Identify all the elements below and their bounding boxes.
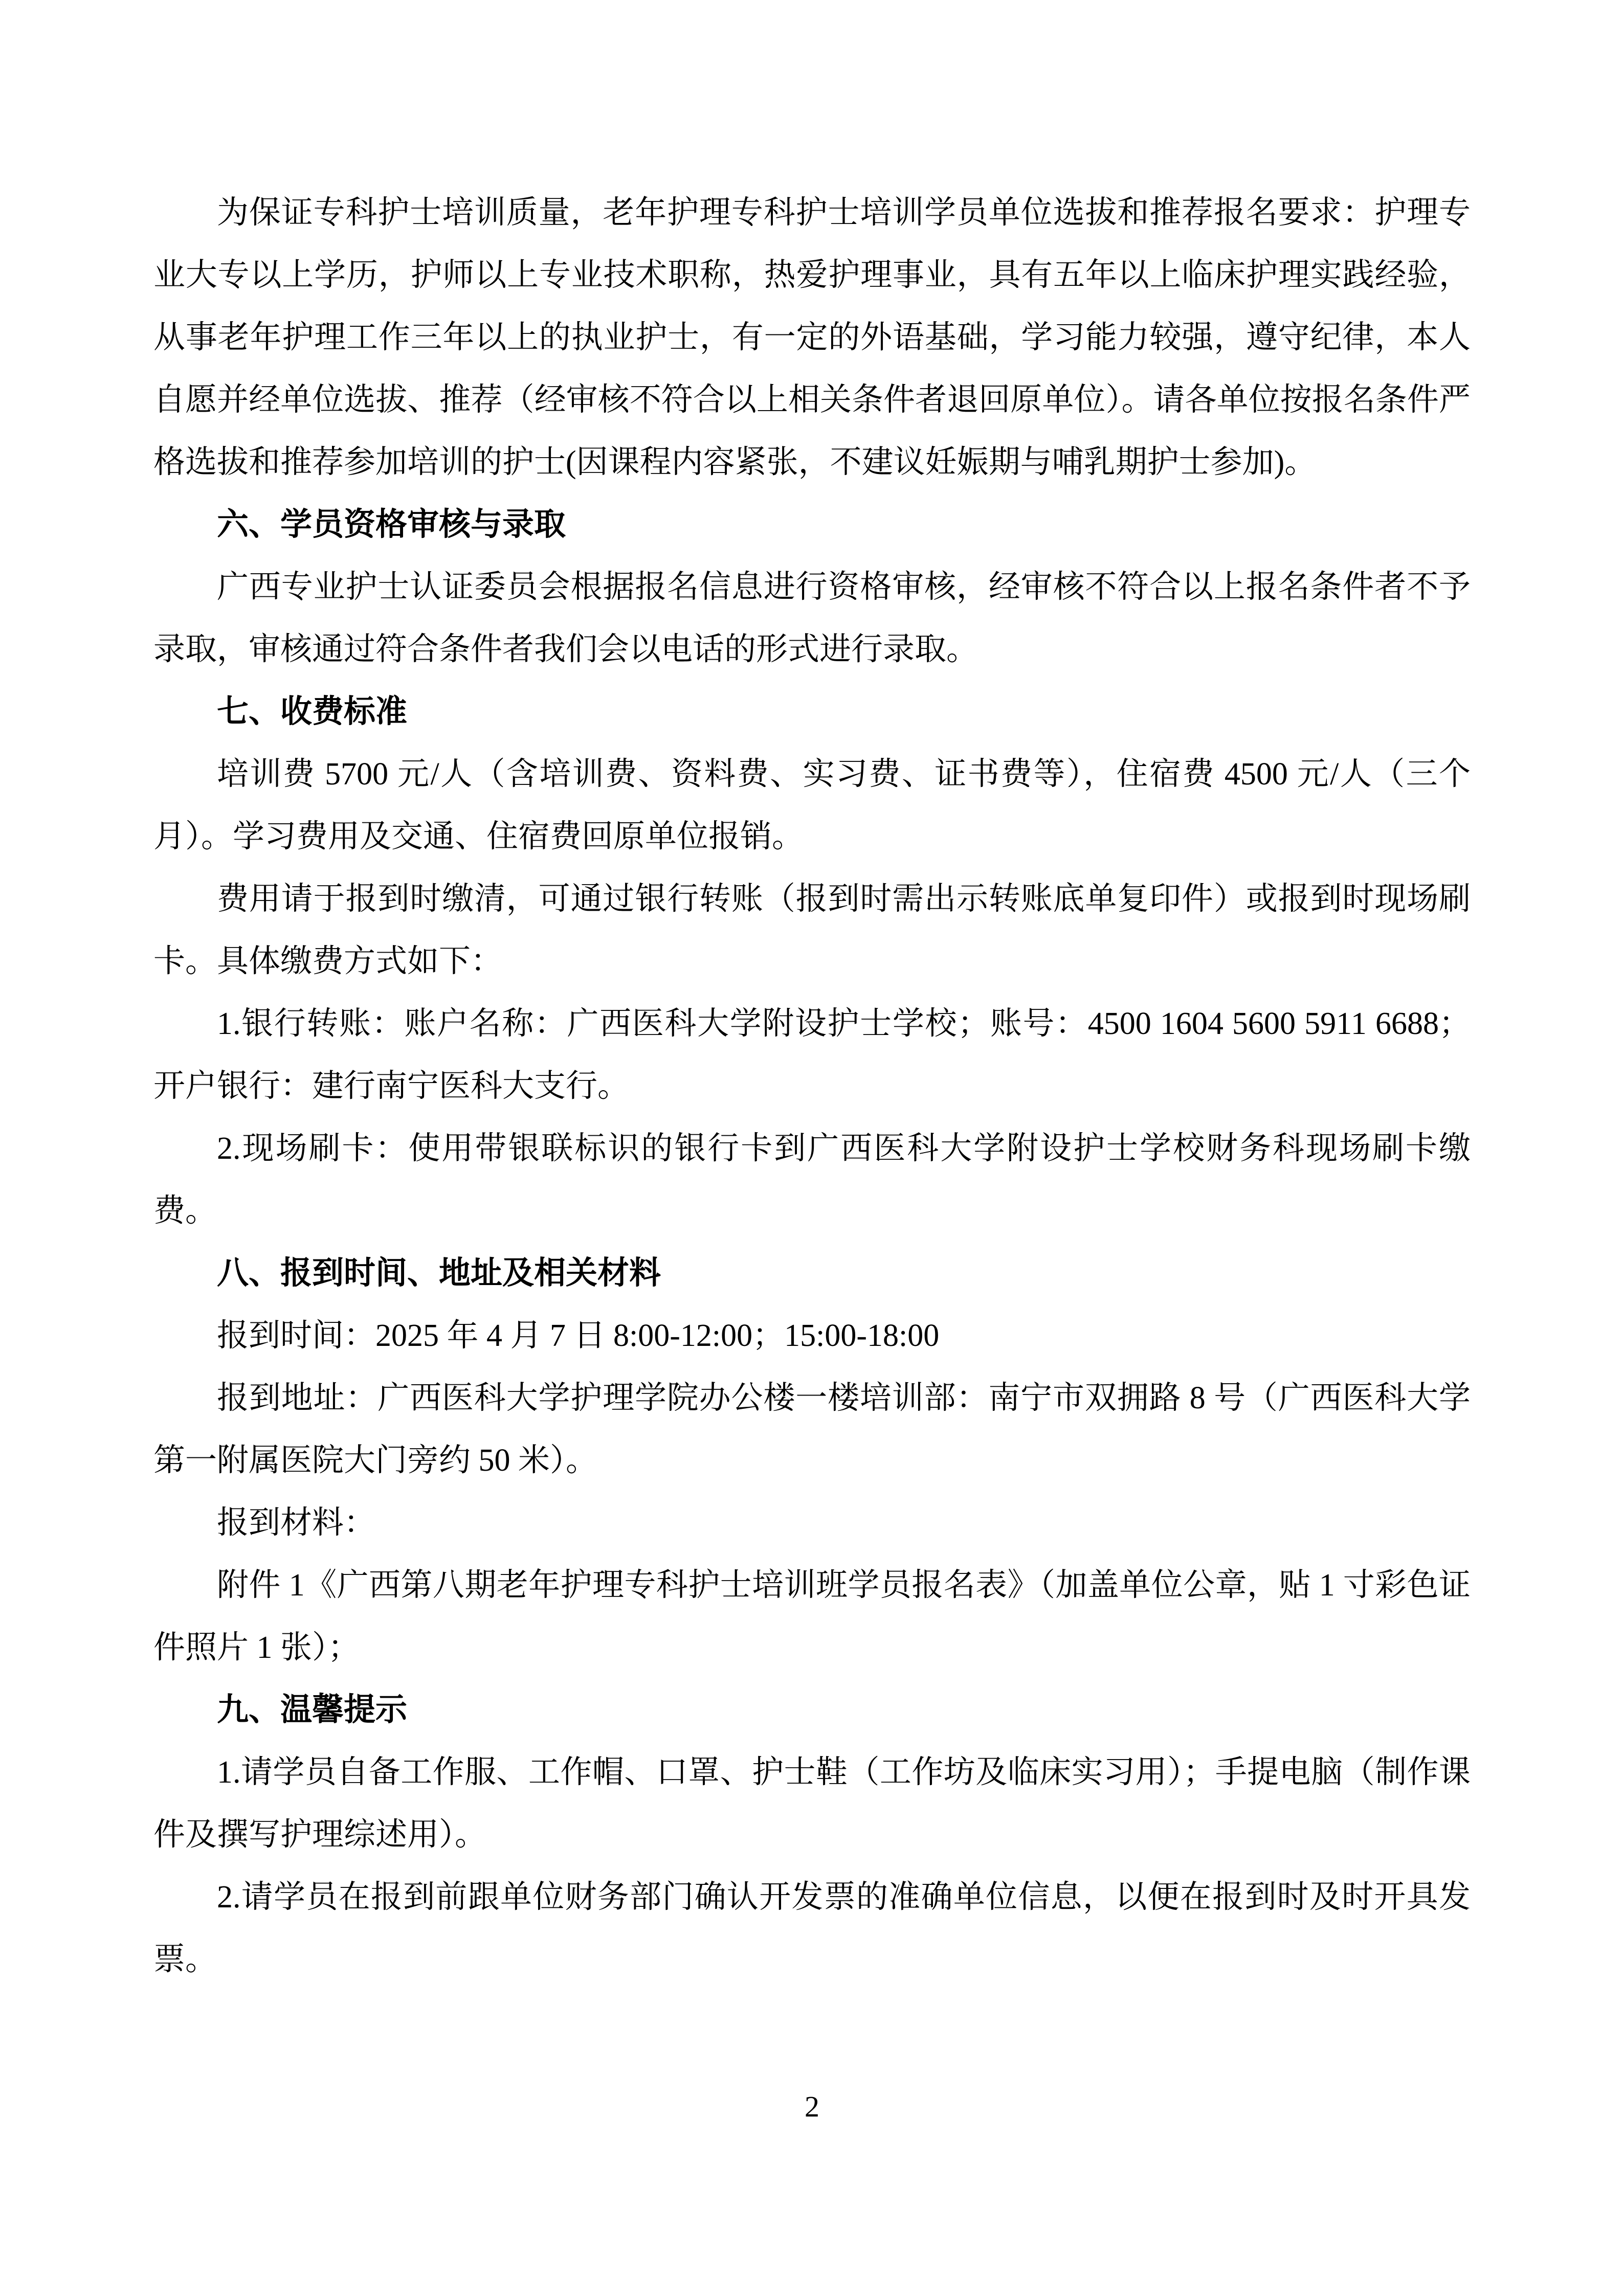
paragraph: 广西专业护士认证委员会根据报名信息进行资格审核，经审核不符合以上报名条件者不予录取，审核通过符合条件者我们会以电话的形式进行录取。: [153, 570, 1471, 667]
paragraph: 报到材料：: [217, 1505, 376, 1540]
paragraph: 费用请于报到时缴清，可通过银行转账（报到时需出示转账底单复印件）或报到时现场刷卡。具体缴费方式如下：: [153, 882, 1471, 979]
paragraph: 1.银行转账：账户名称：广西医科大学附设护士学校；账号：4500 1604 5600 5911 6688；开户银行：建行南宁医科大支行。: [153, 1006, 1471, 1104]
section-heading: 八、报到时间、地址及相关材料: [217, 1256, 661, 1291]
paragraph: 为保证专科护士培训质量，老年护理专科护士培训学员单位选拔和推荐报名要求：护理专业大专以上学历，护师以上专业技术职称，热爱护理事业，具有五年以上临床护理实践经验，从事老年护理工作三年以上的执业护士，有一定的外语基础，学习能力较强，遵守纪律，本人自愿并经单位选拔、推荐（经审核不符合以上相关条件者退回原单位）。请各单位按报名条件严格选拔和推荐参加培训的护士(因课程内容紧张，不建议妊娠期与哺乳期护士参加)。: [153, 195, 1471, 480]
section-heading: 七、收费标准: [217, 694, 408, 729]
page-number: 2: [805, 2090, 819, 2123]
paragraph: 1.请学员自备工作服、工作帽、口罩、护士鞋（工作坊及临床实习用）；手提电脑（制作课件及撰写护理综述用）。: [153, 1755, 1471, 1852]
document-body: [153, 182, 1471, 1991]
paragraph: 培训费 5700 元/人（含培训费、资料费、实习费、证书费等），住宿费 4500 元/人（三个月）。学习费用及交通、住宿费回原单位报销。: [153, 757, 1471, 854]
paragraph: 附件 1《广西第八期老年护理专科护士培训班学员报名表》（加盖单位公章，贴 1 寸彩色证件照片 1 张）；: [153, 1568, 1471, 1665]
paragraph: 报到地址：广西医科大学护理学院办公楼一楼培训部：南宁市双拥路 8 号（广西医科大学第一附属医院大门旁约 50 米）。: [153, 1381, 1471, 1478]
paragraph: 2.请学员在报到前跟单位财务部门确认开发票的准确单位信息，以便在报到时及时开具发票。: [153, 1880, 1471, 1977]
section-heading: 六、学员资格审核与录取: [217, 507, 566, 542]
paragraph: 2.现场刷卡：使用带银联标识的银行卡到广西医科大学附设护士学校财务科现场刷卡缴费。: [153, 1131, 1471, 1228]
paragraph: 报到时间：2025 年 4 月 7 日 8:00-12:00；15:00-18:00: [217, 1318, 940, 1353]
section-heading: 九、温馨提示: [217, 1693, 408, 1727]
